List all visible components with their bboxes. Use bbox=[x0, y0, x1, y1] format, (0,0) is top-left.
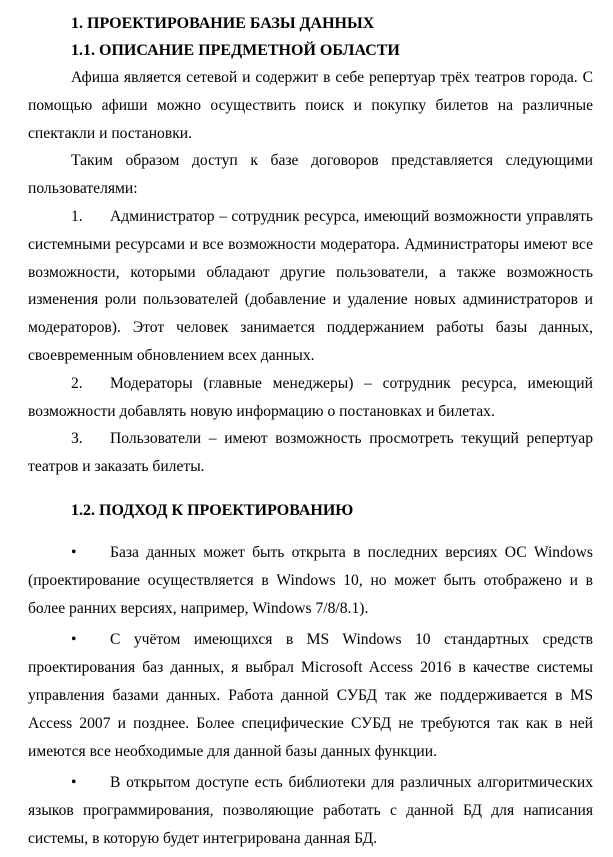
heading-1-2: 1.2. ПОДХОД К ПРОЕКТИРОВАНИЮ bbox=[71, 501, 354, 519]
bullet-icon: • bbox=[71, 543, 77, 561]
item-number: 3. bbox=[71, 430, 83, 448]
numbered-item bbox=[28, 203, 593, 370]
paragraph-intro: Афиша является сетевой и содержит в себе репертуар трёх театров города. С помощью афиши можно осуществить поиск и покупку билетов на различные спектакли и постановки. bbox=[28, 69, 593, 142]
numbered-item bbox=[28, 425, 593, 481]
bullet-text: С учётом имеющихся в MS Windows 10 стандартных средств проектирования баз данных, я выбрал Microsoft Access 2016 в качестве системы управления базами данных. Работа данной СУБД так же поддерживается в MS Access 2007 и позднее. Более специфические СУБД не требуются так как в ней имеются все необходимые для данной базы данных функции. bbox=[28, 631, 593, 760]
bullet-icon: • bbox=[71, 631, 77, 649]
bullet-item bbox=[28, 539, 593, 622]
bullet-item bbox=[28, 769, 593, 852]
item-text: Модераторы (главные менеджеры) – сотрудник ресурса, имеющий возможности добавлять новую информацию о постановках и билетах. bbox=[28, 374, 593, 420]
document-page bbox=[28, 10, 593, 853]
heading-1: 1. ПРОЕКТИРОВАНИЕ БАЗЫ ДАННЫХ bbox=[71, 15, 375, 32]
bullet-item bbox=[28, 626, 593, 765]
numbered-item bbox=[28, 370, 593, 426]
item-number: 2. bbox=[71, 374, 83, 392]
paragraph-users-intro: Таким образом доступ к базе договоров представляется следующими пользователями: bbox=[28, 152, 593, 198]
item-text: Администратор – сотрудник ресурса, имеющий возможности управлять системными ресурсами и все возможности модератора. Администраторы имеют все возможности, которыми обладают другие пользователи, а также возможность изменения роли пользователей (добавление и удаление новых администраторов и модераторов). Этот человек занимается поддержанием работы базы данных, своевременным обновлением всех данных. bbox=[28, 207, 593, 364]
bullet-icon: • bbox=[71, 774, 77, 792]
item-text: Пользователи – имеют возможность просмотреть текущий репертуар театров и заказать билеты. bbox=[28, 430, 593, 476]
heading-1-1: 1.1. ОПИСАНИЕ ПРЕДМЕТНОЙ ОБЛАСТИ bbox=[71, 42, 400, 59]
bullet-text: База данных может быть открыта в последних версиях ОС Windows (проектирование осуществляется в Windows 10, но может быть отображено и в более ранних версиях, например, Windows 7/8/8.1). bbox=[28, 543, 593, 617]
item-number: 1. bbox=[71, 207, 83, 225]
bullet-text: В открытом доступе есть библиотеки для различных алгоритмических языков программирования, позволяющие работать с данной БД для написания системы, в которую будет интегрирована данная БД. bbox=[28, 774, 593, 847]
